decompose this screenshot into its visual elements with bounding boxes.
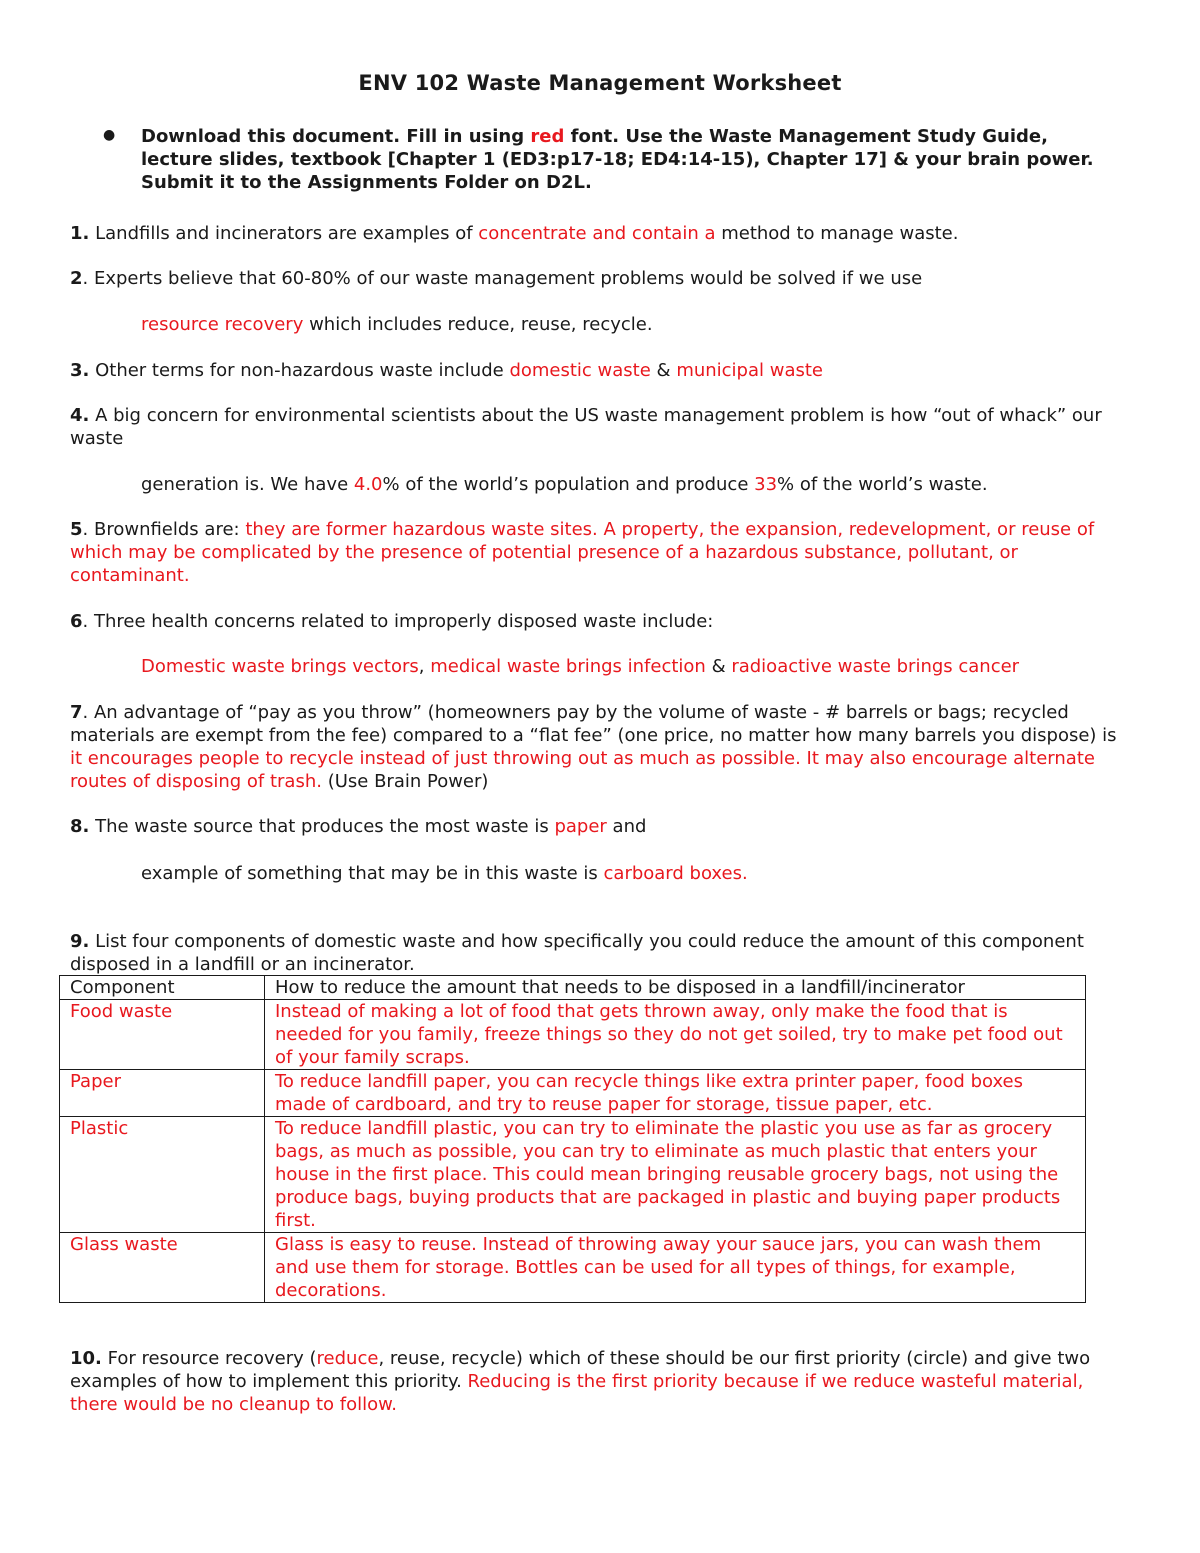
reduction-cell: Instead of making a lot of food that gets thrown away, only make the food that is needed for you family, freeze things so they do not get soiled, try to make pet food out of your family scraps. (265, 1000, 1086, 1070)
page-title: ENV 102 Waste Management Worksheet (358, 71, 842, 95)
question-2 (70, 267, 1120, 290)
answer-text: resource recovery (141, 314, 304, 335)
circled-answer: reduce (316, 1348, 379, 1369)
question-text: , (418, 656, 431, 677)
question-text: . Experts believe that 60-80% of our waste management problems would be solved if we use (82, 268, 923, 289)
question-text: . Brownfields are: (82, 519, 246, 540)
answer-text: paper (554, 816, 607, 837)
question-8-line-2 (141, 862, 1121, 885)
question-9 (70, 930, 1120, 976)
answer-text: they are former hazardous waste sites. A property, the expansion, redevelopment, or reuse of which may be complicated by the presence of potential presence of a hazardous substance, pollutant, or contaminant. (70, 519, 1095, 586)
answer-text: radioactive waste brings cancer (731, 656, 1020, 677)
question-number: 3. (70, 360, 90, 381)
table-row (60, 1000, 1086, 1070)
question-text: which includes reduce, reuse, recycle. (303, 314, 653, 335)
question-text: For resource recovery ( (101, 1348, 317, 1369)
question-text: and (606, 816, 647, 837)
answer-text: 4.0 (353, 474, 383, 495)
component-cell: Glass waste (60, 1233, 265, 1303)
intro-red-word: red (530, 126, 565, 147)
answer-text: domestic waste (509, 360, 651, 381)
table-header-cell: Component (60, 976, 265, 1000)
waste-components-table (59, 975, 1086, 1303)
table-header-row (60, 976, 1086, 1000)
reduction-cell: To reduce landfill paper, you can recycle things like extra printer paper, food boxes made of cardboard, and try to reuse paper for storage, tissue paper, etc. (265, 1070, 1086, 1117)
question-8 (70, 815, 1120, 838)
question-text: . An advantage of “pay as you throw” (homeowners pay by the volume of waste - # barrels or bags; recycled materials are exempt from the fee) compared to a “flat fee” (one price, no matter how many barrels you dispose) is (70, 702, 1117, 746)
question-text: % of the world’s population and produce (382, 474, 755, 495)
question-text: Other terms for non-hazardous waste include (89, 360, 510, 381)
question-3 (70, 359, 1120, 382)
question-text: (Use Brain Power) (321, 771, 489, 792)
question-2-line-2 (141, 313, 1121, 336)
answer-text: carboard boxes. (603, 863, 748, 884)
question-6-line-2 (141, 655, 1121, 678)
question-number: 4. (70, 405, 90, 426)
question-10 (70, 1347, 1120, 1416)
question-4-line-2 (141, 473, 1121, 496)
component-cell: Paper (60, 1070, 265, 1117)
answer-text: Domestic waste brings vectors (141, 656, 419, 677)
question-number: 9. (70, 931, 90, 952)
question-text: method to manage waste. (715, 223, 959, 244)
question-text: . Three health concerns related to improperly disposed waste include: (82, 611, 714, 632)
bullet-icon: ● (103, 127, 116, 143)
question-7 (70, 701, 1120, 793)
question-text: & (705, 656, 732, 677)
question-text: List four components of domestic waste and how specifically you could reduce the amount of this component disposed in a landfill or an incinerator. (70, 931, 1084, 975)
question-number: 2 (70, 268, 83, 289)
question-4 (70, 404, 1120, 450)
answer-text: Reducing is the first priority because if we reduce wasteful material, there would be no cleanup to follow. (70, 1371, 1084, 1415)
answer-text: medical waste brings infection (430, 656, 706, 677)
intro-text: Download this document. Fill in using (141, 126, 531, 147)
table-row (60, 1070, 1086, 1117)
question-number: 10. (70, 1348, 102, 1369)
answer-text: it encourages people to recycle instead of just throwing out as much as possible. It may also encourage alternate routes of disposing of trash. (70, 748, 1095, 792)
answer-text: concentrate and contain a (478, 223, 716, 244)
question-number: 1. (70, 223, 90, 244)
question-text: example of something that may be in this waste is (141, 863, 604, 884)
component-cell: Food waste (60, 1000, 265, 1070)
question-number: 6 (70, 611, 83, 632)
question-1 (70, 222, 1120, 245)
table-row (60, 1233, 1086, 1303)
question-number: 8. (70, 816, 90, 837)
table-header-cell: How to reduce the amount that needs to be disposed in a landfill/incinerator (265, 976, 1086, 1000)
question-text: , reuse, recycle) which of these should be our first priority (circle) and give two examples of how to implement this priority. (70, 1348, 1091, 1392)
answer-text: 33 (754, 474, 778, 495)
question-5 (70, 518, 1120, 587)
reduction-cell: To reduce landfill plastic, you can try to eliminate the plastic you use as far as grocery bags, as much as possible, you can try to eliminate as much plastic that enters your house in the first place. This could mean bringing reusable grocery bags, not using the produce bags, buying products that are packaged in plastic and buying paper products first. (265, 1117, 1086, 1233)
instructions (141, 125, 1121, 194)
question-text: % of the world’s waste. (777, 474, 988, 495)
question-number: 7 (70, 702, 83, 723)
intro-text-2: font. Use the Waste Management Study Guide, lecture slides, textbook [Chapter 1 (ED3:p17-18; ED4:14-15), Chapter 17] & your brain power. Submit it to the Assignments Folder on D2L. (141, 126, 1094, 193)
component-cell: Plastic (60, 1117, 265, 1233)
question-text: The waste source that produces the most waste is (89, 816, 555, 837)
question-text: & (650, 360, 677, 381)
question-text: Landfills and incinerators are examples of (89, 223, 479, 244)
table-row (60, 1117, 1086, 1233)
question-text: A big concern for environmental scientists about the US waste management problem is how “out of whack” our waste (70, 405, 1102, 449)
question-text: generation is. We have (141, 474, 354, 495)
question-6 (70, 610, 1120, 633)
reduction-cell: Glass is easy to reuse. Instead of throwing away your sauce jars, you can wash them and use them for storage. Bottles can be used for all types of things, for example, decorations. (265, 1233, 1086, 1303)
answer-text: municipal waste (676, 360, 824, 381)
question-number: 5 (70, 519, 83, 540)
